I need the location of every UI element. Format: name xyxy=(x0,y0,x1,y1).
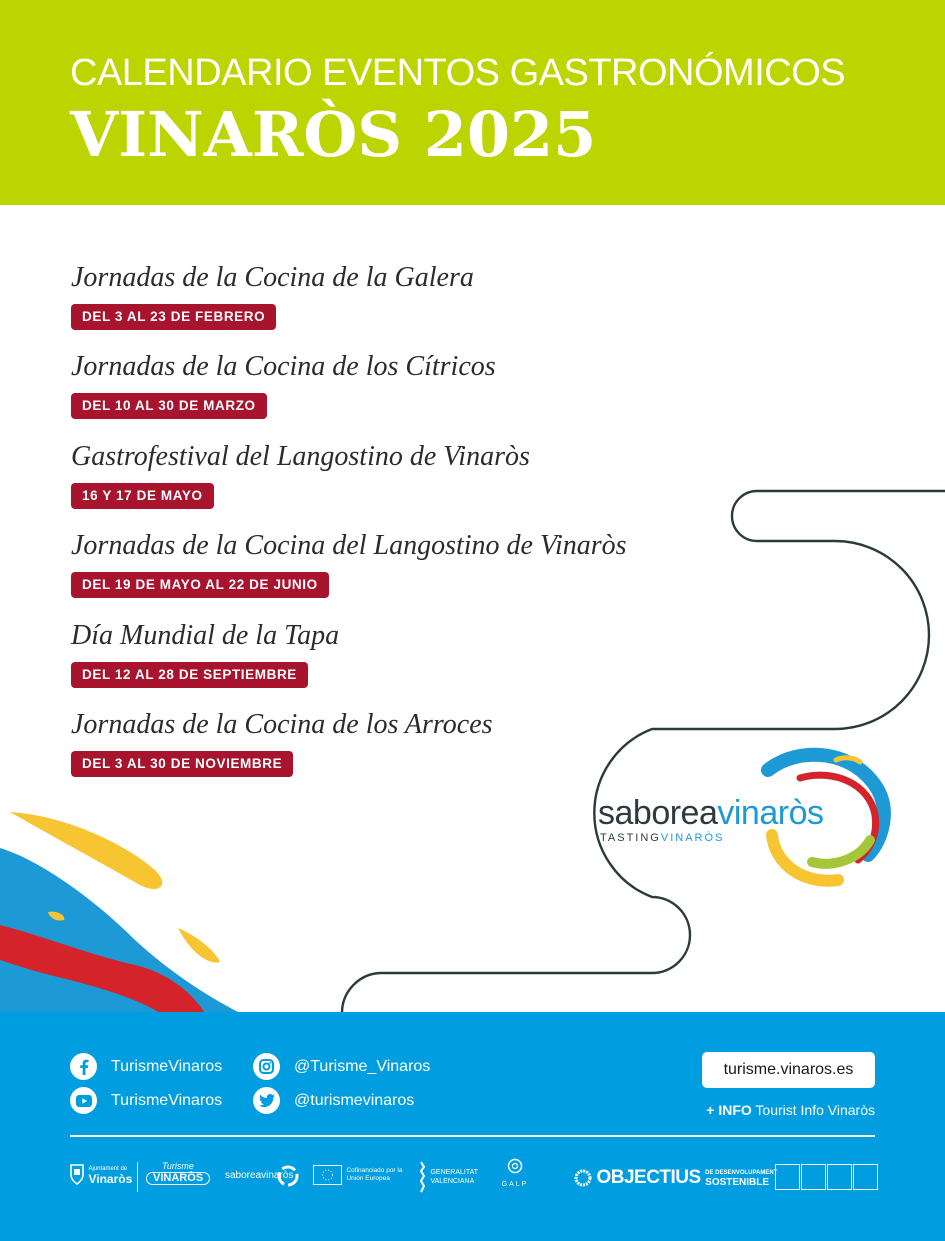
generalitat-valenciana-logo: GENERALITAT VALENCIANA xyxy=(416,1161,490,1193)
social-youtube[interactable] xyxy=(70,1087,222,1114)
event-date-badge: DEL 3 AL 30 DE NOVIEMBRE xyxy=(71,751,293,777)
social-label: TurismeVinaros xyxy=(111,1057,223,1075)
sdg-wheel-icon xyxy=(574,1169,592,1187)
youtube-icon xyxy=(70,1087,97,1114)
event-date-badge: DEL 10 AL 30 DE MARZO xyxy=(71,393,267,419)
event-name: Jornadas de la Cocina de los Cítricos xyxy=(71,351,496,382)
sdg-goal-14-icon xyxy=(827,1164,852,1190)
social-twitter[interactable] xyxy=(253,1087,414,1114)
decorative-yellow-stroke-2 xyxy=(178,928,220,963)
event-date-badge: DEL 19 DE MAYO AL 22 DE JUNIO xyxy=(71,572,329,598)
sdg-goal-8-icon xyxy=(775,1164,800,1190)
ods-objectius-logo: OBJECTIUS DE DESENVOLUPAMENT SOSTENIBLE xyxy=(574,1167,777,1189)
coat-of-arms-icon xyxy=(70,1163,84,1185)
social-instagram[interactable] xyxy=(253,1053,430,1080)
event-item xyxy=(71,262,474,330)
social-label: @turismevinaros xyxy=(294,1091,415,1109)
footer xyxy=(0,1012,945,1241)
social-label: TurismeVinaros xyxy=(111,1091,223,1109)
tourist-info-text: + INFO Tourist Info Vinaròs xyxy=(706,1102,875,1118)
event-name: Día Mundial de la Tapa xyxy=(71,620,340,651)
social-facebook[interactable] xyxy=(70,1053,222,1080)
page-title: VINARÒS 2025 xyxy=(70,98,597,171)
event-date-badge: DEL 3 AL 23 DE FEBRERO xyxy=(71,304,276,330)
event-item xyxy=(71,441,530,509)
saborea-vinaros-small-logo: saboreavinaròs xyxy=(225,1170,294,1181)
event-item xyxy=(71,620,339,688)
instagram-icon xyxy=(253,1053,280,1080)
event-name: Jornadas de la Cocina de los Arroces xyxy=(71,709,493,740)
event-date-badge: 16 Y 17 DE MAYO xyxy=(71,483,214,509)
event-name: Jornadas de la Cocina de la Galera xyxy=(71,262,474,293)
galp-logo: GALP xyxy=(497,1158,533,1188)
eu-cofinanced-logo: Cofinanciado por la Unión Europea xyxy=(313,1165,406,1185)
footer-divider xyxy=(70,1135,875,1137)
page-subtitle: CALENDARIO EVENTOS GASTRONÓMICOS xyxy=(70,52,846,94)
ajuntament-vinaros-logo: Ajuntament de Vinaròs xyxy=(70,1163,132,1185)
galp-icon xyxy=(507,1158,523,1174)
facebook-icon xyxy=(70,1053,97,1080)
saborea-small-swirl-icon xyxy=(277,1160,299,1192)
saborea-logo-wordmark: saboreavinaròs xyxy=(598,794,824,832)
social-label: @Turisme_Vinaros xyxy=(294,1057,431,1075)
logo-separator xyxy=(137,1162,138,1192)
generalitat-emblem-icon xyxy=(416,1161,426,1193)
turisme-vinaros-logo: Turisme VINARÒS xyxy=(146,1161,210,1185)
twitter-icon xyxy=(253,1087,280,1114)
website-link-button[interactable]: turisme.vinaros.es xyxy=(702,1052,875,1088)
event-item xyxy=(71,530,627,598)
event-name: Jornadas de la Cocina del Langostino de Vinaròs xyxy=(71,530,627,561)
sdg-goal-12-icon xyxy=(801,1164,826,1190)
event-item xyxy=(71,709,493,777)
event-name: Gastrofestival del Langostino de Vinaròs xyxy=(71,441,530,472)
eu-flag-icon xyxy=(313,1165,342,1185)
sdg-goal-17-icon xyxy=(853,1164,878,1190)
event-date-badge: DEL 12 AL 28 DE SEPTIEMBRE xyxy=(71,662,308,688)
event-item xyxy=(71,351,496,419)
saborea-logo-tagline: TASTINGVINARÒS xyxy=(600,832,725,844)
sdg-goal-icons xyxy=(775,1164,878,1190)
